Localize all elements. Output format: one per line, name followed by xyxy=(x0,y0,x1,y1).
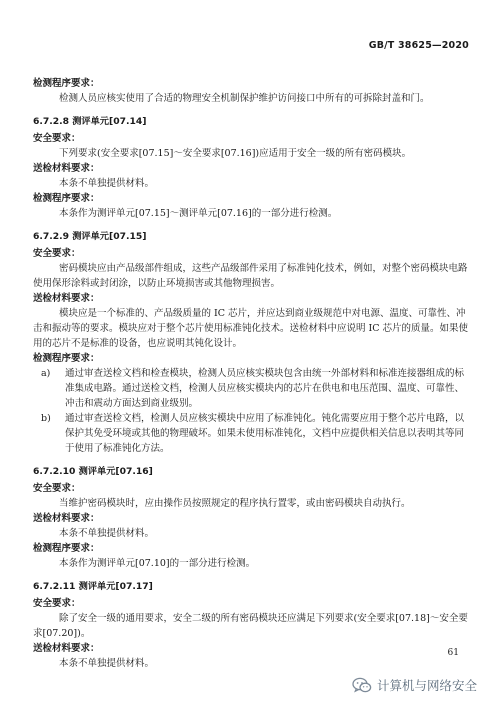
label-submission-materials: 送检材料要求： xyxy=(33,163,100,174)
paragraph: 检测人员应核实使用了合适的物理安全机制保护维护访问接口中所有的可拆除封盖和门。 xyxy=(59,93,430,104)
section-heading-6-7-2-11: 6.7.2.11 测评单元[07.17] xyxy=(33,581,153,592)
document-body xyxy=(33,76,471,671)
paragraph: 除了安全一级的通用要求，安全二级的所有密码模块还应满足下列要求(安全要求[07.18]～安全要求[07.20])。 xyxy=(33,613,468,639)
list-item-text: 通过审查送检文档和检查模块，检测人员应核实模块包含由统一外部材料和标准连接器组成的标准集成电路。通过送检文档，检测人员应核实模块内的芯片在供电和电压范围、温度、可靠性、冲击和震动方面达到商业级别。 xyxy=(65,368,465,409)
paragraph: 本条不单独提供材料。 xyxy=(59,658,155,669)
paragraph: 当维护密码模块时，应由操作员按照规定的程序执行置零，或由密码模块自动执行。 xyxy=(59,498,411,509)
watermark-text: 计算机与网络安全 xyxy=(376,678,477,693)
label-test-procedure: 检测程序要求： xyxy=(33,78,100,89)
section-heading-6-7-2-10: 6.7.2.10 测评单元[07.16] xyxy=(33,466,153,477)
label-submission-materials: 送检材料要求： xyxy=(33,643,100,654)
paragraph: 本条作为测评单元[07.15]～测评单元[07.16]的一部分进行检测。 xyxy=(59,208,338,219)
label-security-requirement: 安全要求： xyxy=(33,248,81,259)
label-security-requirement: 安全要求： xyxy=(33,133,81,144)
list-item-text: 通过审查送检文档，检测人员应核实模块中应用了标准钝化。钝化需要应用于整个芯片电路，以保护其免受环境或其他的物理破坏。如果未使用标准钝化，文档中应提供相关信息以表明其等同于使用了标准钝化方法。 xyxy=(65,413,465,454)
paragraph: 本条作为测评单元[07.10]的一部分进行检测。 xyxy=(59,558,256,569)
paragraph: 本条不单独提供材料。 xyxy=(59,178,155,189)
watermark xyxy=(352,676,477,694)
paragraph: 下列要求(安全要求[07.15]～安全要求[07.16])应适用于安全一级的所有密码模块。 xyxy=(59,148,412,159)
list-item xyxy=(33,366,471,411)
label-test-procedure: 检测程序要求： xyxy=(33,543,100,554)
label-test-procedure: 检测程序要求： xyxy=(33,193,100,204)
paragraph: 密码模块应由产品级部件组成，这些产品级部件采用了标准钝化技术，例如，对整个密码模块电路使用保形涂料或封闭涂，以防止环境损害或其他物理损害。 xyxy=(33,263,468,289)
label-test-procedure: 检测程序要求： xyxy=(33,353,100,364)
section-heading-6-7-2-8: 6.7.2.8 测评单元[07.14] xyxy=(33,116,147,127)
paragraph: 本条不单独提供材料。 xyxy=(59,528,155,539)
standard-number: GB/T 38625—2020 xyxy=(368,40,469,51)
list-marker: a) xyxy=(41,368,51,379)
label-submission-materials: 送检材料要求： xyxy=(33,513,100,524)
page-number: 61 xyxy=(447,648,459,658)
wechat-icon xyxy=(352,677,372,694)
list-item xyxy=(33,411,471,456)
list-marker: b) xyxy=(41,413,51,424)
label-security-requirement: 安全要求： xyxy=(33,483,81,494)
label-security-requirement: 安全要求： xyxy=(33,598,81,609)
label-submission-materials: 送检材料要求： xyxy=(33,293,100,304)
paragraph: 模块应是一个标准的、产品级质量的 IC 芯片，并应达到商业级规范中对电源、温度、可靠性、冲击和振动等的要求。模块应对于整个芯片使用标准钝化技术。送检材料中应说明 IC 芯片的质量。如果使用的芯片不是标准的设备，也应说明其钝化设计。 xyxy=(33,308,469,349)
section-heading-6-7-2-9: 6.7.2.9 测评单元[07.15] xyxy=(33,231,147,242)
